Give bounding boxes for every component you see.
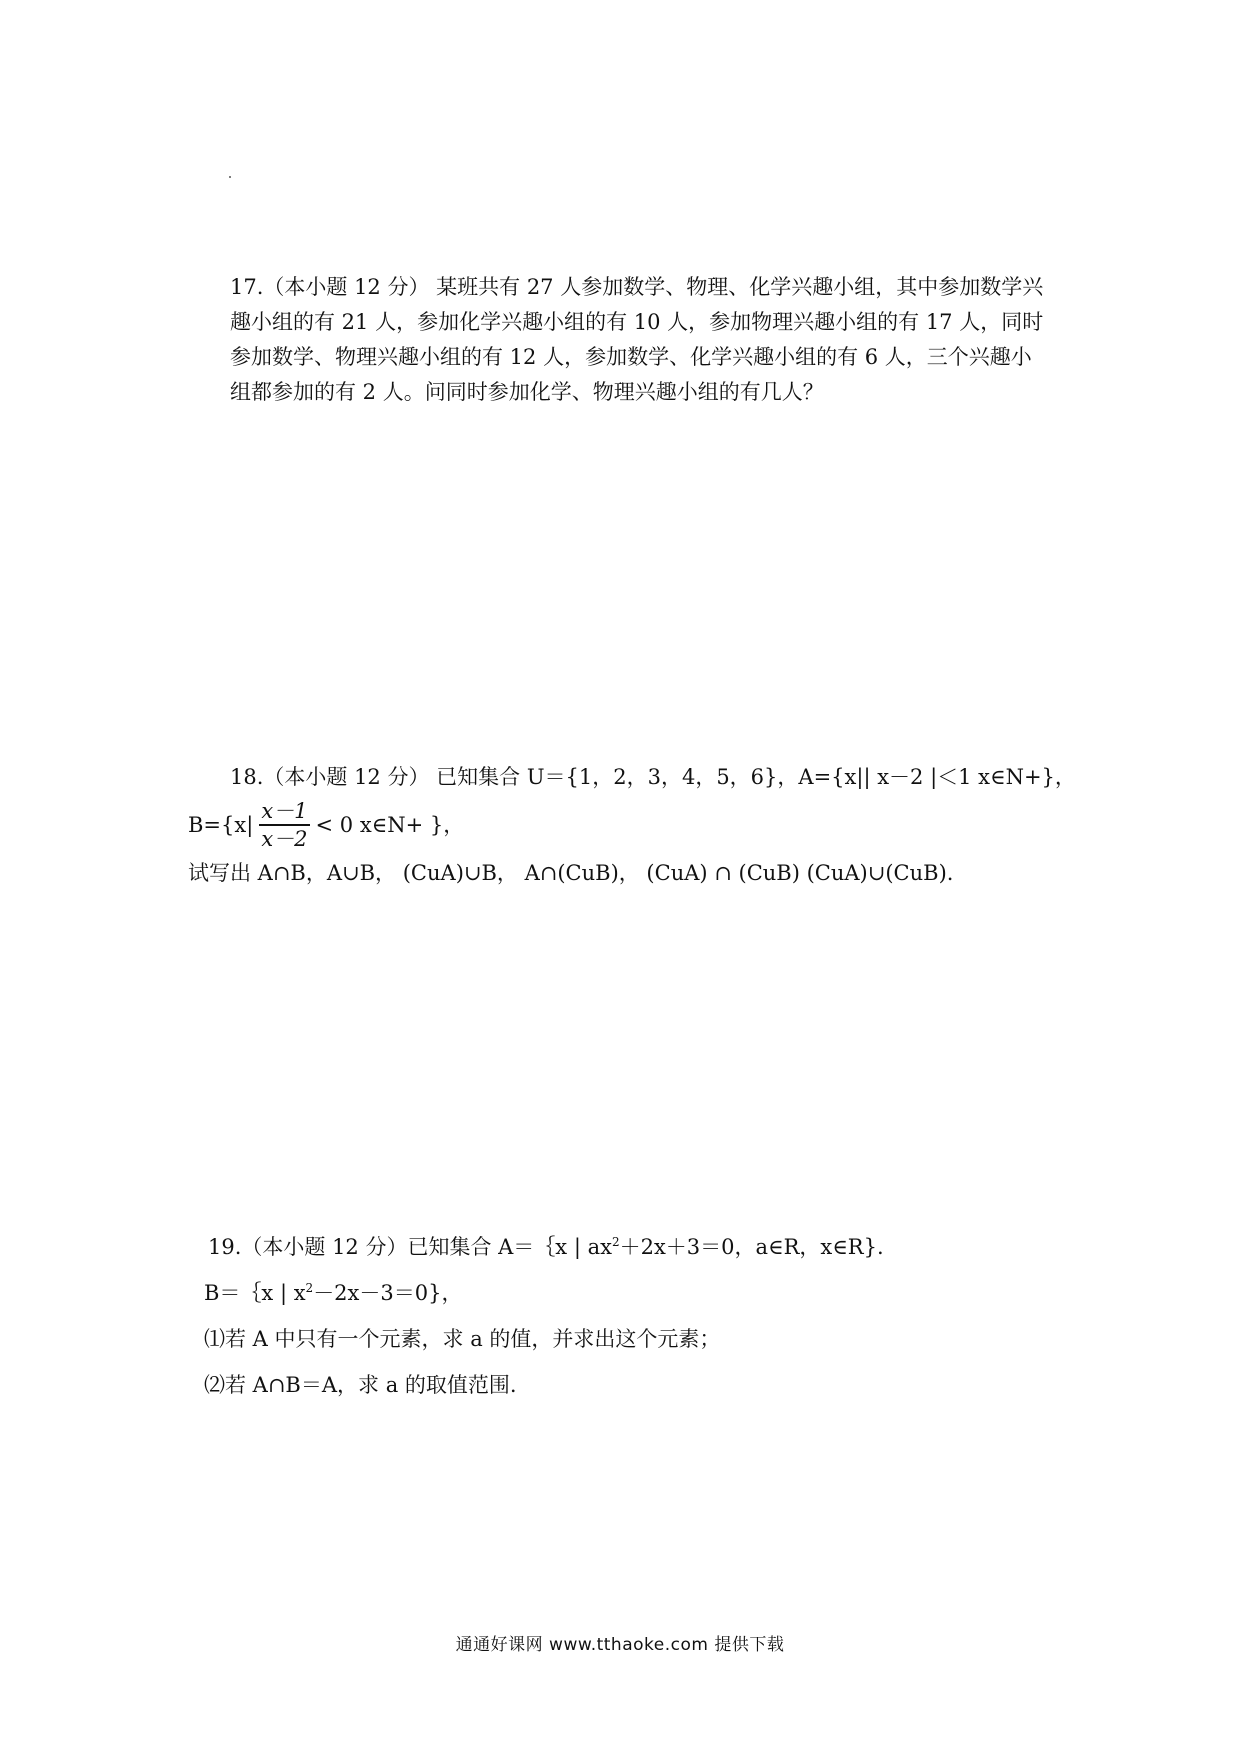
problem-19-part-2: ⑵若 A∩B＝A，求 a 的取值范围. <box>204 1373 517 1397</box>
fraction-denominator: x－2 <box>261 827 308 851</box>
set-b-fraction <box>259 798 309 852</box>
exponent: 2 <box>611 1235 620 1249</box>
problem-18-line-3: 试写出 A∩B，A∪B， (CuA)∪B， A∩(CuB)， (CuA) ∩ (CuB) (CuA)∪(CuB). <box>188 861 954 885</box>
problem-19-line-2-b: －2x－3＝0}， <box>313 1281 463 1305</box>
problem-19-line-1 <box>208 1224 1108 1270</box>
problem-19-line-2 <box>204 1270 1108 1316</box>
problem-19 <box>204 1224 1108 1408</box>
problem-17-line: 17.（本小题 12 分） 某班共有 27 人参加数学、物理、化学兴趣小组，其中参加数学兴 <box>230 275 1044 299</box>
problem-17-line: 参加数学、物理兴趣小组的有 12 人，参加数学、化学兴趣小组的有 6 人，三个兴趣小 <box>230 345 1032 369</box>
problem-19-line-2-a: B＝｛x | x <box>204 1281 306 1305</box>
problem-18-line-1: 18.（本小题 12 分） 已知集合 U＝{1，2，3，4，5，6}，A={x|| x－2 |＜1 x∈N+}， <box>230 765 1076 789</box>
problem-19-line-1-b: ＋2x＋3＝0，a∈R，x∈R}. <box>619 1235 884 1259</box>
problem-18-set-b <box>188 794 1088 856</box>
set-b-prefix: B={x| <box>188 813 254 837</box>
footer-source: 通通好课网 www.tthaoke.com 提供下载 <box>455 1635 785 1655</box>
exponent: 2 <box>305 1281 314 1295</box>
set-b-suffix: < 0 x∈N+ }， <box>315 813 465 837</box>
fraction-numerator: x－1 <box>261 799 308 823</box>
problem-19-line-1-a: 19.（本小题 12 分）已知集合 A＝｛x | ax <box>208 1235 612 1259</box>
scan-speck <box>229 176 231 178</box>
problem-17-line: 组都参加的有 2 人。问同时参加化学、物理兴趣小组的有几人？ <box>230 380 824 404</box>
problem-17-line: 趣小组的有 21 人，参加化学兴趣小组的有 10 人，参加物理兴趣小组的有 17 人，同时 <box>230 310 1044 334</box>
problem-18 <box>188 760 1088 890</box>
problem-19-part-1: ⑴若 A 中只有一个元素，求 a 的值，并求出这个元素； <box>204 1327 721 1351</box>
problem-17 <box>230 270 1060 410</box>
